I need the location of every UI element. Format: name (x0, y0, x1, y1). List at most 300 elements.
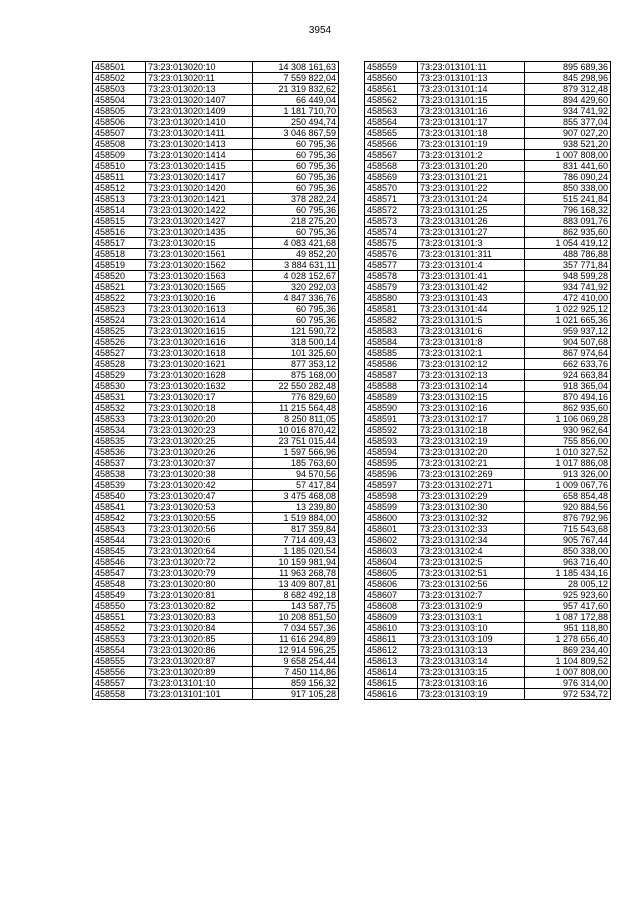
cadastral-value: 951 118,80 (525, 623, 611, 634)
row-number: 458592 (365, 425, 418, 436)
row-number: 458529 (93, 370, 146, 381)
cadastral-value: 869 234,40 (525, 645, 611, 656)
table-row (93, 194, 339, 205)
row-number: 458532 (93, 403, 146, 414)
cadastral-value: 845 298,96 (525, 73, 611, 84)
cadastral-value: 22 550 282,48 (253, 381, 339, 392)
row-number: 458557 (93, 678, 146, 689)
cadastral-value: 1 021 665,36 (525, 315, 611, 326)
cadastral-number: 73:23:013020:1618 (146, 348, 253, 359)
cadastral-value: 320 292,03 (253, 282, 339, 293)
cadastral-value: 57 417,84 (253, 480, 339, 491)
table-row (93, 348, 339, 359)
cadastral-number: 73:23:013020:1615 (146, 326, 253, 337)
cadastral-number: 73:23:013101:16 (418, 106, 525, 117)
cadastral-number: 73:23:013020:87 (146, 656, 253, 667)
cadastral-value: 917 105,28 (253, 689, 339, 700)
cadastral-value: 972 534,72 (525, 689, 611, 700)
cadastral-value: 934 741,92 (525, 106, 611, 117)
cadastral-number: 73:23:013102:18 (418, 425, 525, 436)
cadastral-number: 73:23:013102:34 (418, 535, 525, 546)
table-row (93, 117, 339, 128)
table-row (365, 535, 611, 546)
cadastral-number: 73:23:013020:89 (146, 667, 253, 678)
row-number: 458567 (365, 150, 418, 161)
cadastral-number: 73:23:013102:9 (418, 601, 525, 612)
cadastral-value: 817 359,84 (253, 524, 339, 535)
row-number: 458584 (365, 337, 418, 348)
row-number: 458605 (365, 568, 418, 579)
row-number: 458565 (365, 128, 418, 139)
row-number: 458612 (365, 645, 418, 656)
cadastral-number: 73:23:013020:20 (146, 414, 253, 425)
table-row (365, 469, 611, 480)
cadastral-value: 1 104 809,52 (525, 656, 611, 667)
cadastral-number: 73:23:013101:18 (418, 128, 525, 139)
cadastral-value: 862 935,60 (525, 227, 611, 238)
row-number: 458505 (93, 106, 146, 117)
table-row (93, 304, 339, 315)
row-number: 458615 (365, 678, 418, 689)
cadastral-value: 786 090,24 (525, 172, 611, 183)
row-number: 458519 (93, 260, 146, 271)
cadastral-value: 60 795,36 (253, 315, 339, 326)
cadastral-number: 73:23:013102:7 (418, 590, 525, 601)
row-number: 458525 (93, 326, 146, 337)
table-row (93, 634, 339, 645)
cadastral-value: 938 521,20 (525, 139, 611, 150)
table-row (365, 249, 611, 260)
table-row (93, 238, 339, 249)
table-row (365, 117, 611, 128)
row-number: 458560 (365, 73, 418, 84)
row-number: 458522 (93, 293, 146, 304)
table-row (365, 238, 611, 249)
cadastral-number: 73:23:013101:26 (418, 216, 525, 227)
cadastral-value: 60 795,36 (253, 172, 339, 183)
row-number: 458536 (93, 447, 146, 458)
cadastral-number: 73:23:013101:20 (418, 161, 525, 172)
table-row (93, 392, 339, 403)
cadastral-number: 73:23:013103:109 (418, 634, 525, 645)
row-number: 458538 (93, 469, 146, 480)
table-row (93, 315, 339, 326)
table-row (93, 689, 339, 700)
cadastral-number: 73:23:013101:14 (418, 84, 525, 95)
cadastral-number: 73:23:013103:19 (418, 689, 525, 700)
table-row (365, 645, 611, 656)
row-number: 458613 (365, 656, 418, 667)
cadastral-value: 1 007 808,00 (525, 667, 611, 678)
table-row (365, 524, 611, 535)
cadastral-value: 796 168,32 (525, 205, 611, 216)
cadastral-value: 472 410,00 (525, 293, 611, 304)
cadastral-number: 73:23:013101:25 (418, 205, 525, 216)
cadastral-value: 60 795,36 (253, 227, 339, 238)
table-row (93, 623, 339, 634)
cadastral-value: 60 795,36 (253, 161, 339, 172)
cadastral-value: 10 159 981,94 (253, 557, 339, 568)
table-row (365, 667, 611, 678)
cadastral-number: 73:23:013102:19 (418, 436, 525, 447)
row-number: 458501 (93, 62, 146, 73)
row-number: 458579 (365, 282, 418, 293)
cadastral-value: 924 663,84 (525, 370, 611, 381)
row-number: 458542 (93, 513, 146, 524)
cadastral-value: 10 208 851,50 (253, 612, 339, 623)
table-row (93, 337, 339, 348)
cadastral-number: 73:23:013020:79 (146, 568, 253, 579)
row-number: 458598 (365, 491, 418, 502)
row-number: 458599 (365, 502, 418, 513)
cadastral-number: 73:23:013101:19 (418, 139, 525, 150)
cadastral-value: 1 010 327,52 (525, 447, 611, 458)
row-number: 458513 (93, 194, 146, 205)
cadastral-value: 1 022 925,12 (525, 304, 611, 315)
cadastral-number: 73:23:013102:30 (418, 502, 525, 513)
table-row (365, 436, 611, 447)
row-number: 458503 (93, 84, 146, 95)
cadastral-value: 859 156,32 (253, 678, 339, 689)
table-row (93, 579, 339, 590)
table-row (365, 392, 611, 403)
table-row (93, 73, 339, 84)
cadastral-number: 73:23:013020:42 (146, 480, 253, 491)
cadastral-value: 7 450 114,86 (253, 667, 339, 678)
cadastral-number: 73:23:013103:13 (418, 645, 525, 656)
table-row (365, 447, 611, 458)
row-number: 458508 (93, 139, 146, 150)
row-number: 458574 (365, 227, 418, 238)
cadastral-value: 60 795,36 (253, 304, 339, 315)
table-row (93, 491, 339, 502)
table-row (93, 447, 339, 458)
cadastral-value: 13 239,80 (253, 502, 339, 513)
table-row (365, 260, 611, 271)
cadastral-number: 73:23:013020:1410 (146, 117, 253, 128)
cadastral-value: 13 409 807,81 (253, 579, 339, 590)
cadastral-number: 73:23:013103:16 (418, 678, 525, 689)
cadastral-number: 73:23:013020:80 (146, 579, 253, 590)
cadastral-number: 73:23:013020:64 (146, 546, 253, 557)
cadastral-number: 73:23:013101:311 (418, 249, 525, 260)
row-number: 458535 (93, 436, 146, 447)
row-number: 458575 (365, 238, 418, 249)
row-number: 458561 (365, 84, 418, 95)
cadastral-number: 73:23:013020:1414 (146, 150, 253, 161)
table-row (93, 62, 339, 73)
table-row (93, 227, 339, 238)
table-row (93, 293, 339, 304)
row-number: 458585 (365, 348, 418, 359)
row-number: 458582 (365, 315, 418, 326)
table-row (365, 150, 611, 161)
row-number: 458515 (93, 216, 146, 227)
row-number: 458517 (93, 238, 146, 249)
table-row (365, 590, 611, 601)
cadastral-number: 73:23:013020:1563 (146, 271, 253, 282)
cadastral-value: 60 795,36 (253, 139, 339, 150)
row-number: 458533 (93, 414, 146, 425)
table-row (93, 436, 339, 447)
table-row (365, 557, 611, 568)
cadastral-value: 662 633,76 (525, 359, 611, 370)
cadastral-value: 934 741,92 (525, 282, 611, 293)
table-row (93, 590, 339, 601)
row-number: 458596 (365, 469, 418, 480)
table-row (93, 557, 339, 568)
row-number: 458511 (93, 172, 146, 183)
row-number: 458581 (365, 304, 418, 315)
cadastral-value: 357 771,84 (525, 260, 611, 271)
cadastral-value: 755 856,00 (525, 436, 611, 447)
cadastral-number: 73:23:013101:3 (418, 238, 525, 249)
table-row (365, 205, 611, 216)
cadastral-number: 73:23:013020:16 (146, 293, 253, 304)
row-number: 458573 (365, 216, 418, 227)
row-number: 458539 (93, 480, 146, 491)
table-row (365, 458, 611, 469)
table-row (365, 513, 611, 524)
table-row (93, 381, 339, 392)
cadastral-value: 49 852,20 (253, 249, 339, 260)
table-row (93, 667, 339, 678)
cadastral-number: 73:23:013020:55 (146, 513, 253, 524)
cadastral-number: 73:23:013020:1415 (146, 161, 253, 172)
cadastral-number: 73:23:013101:22 (418, 183, 525, 194)
table-row (93, 513, 339, 524)
cadastral-value: 715 543,68 (525, 524, 611, 535)
table-row (93, 502, 339, 513)
cadastral-number: 73:23:013020:1422 (146, 205, 253, 216)
table-row (93, 172, 339, 183)
row-number: 458571 (365, 194, 418, 205)
cadastral-value: 121 590,72 (253, 326, 339, 337)
table-row (93, 359, 339, 370)
cadastral-value: 488 786,88 (525, 249, 611, 260)
cadastral-number: 73:23:013020:18 (146, 403, 253, 414)
table-row (365, 601, 611, 612)
table-row (365, 183, 611, 194)
row-number: 458537 (93, 458, 146, 469)
row-number: 458569 (365, 172, 418, 183)
row-number: 458544 (93, 535, 146, 546)
row-number: 458589 (365, 392, 418, 403)
cadastral-value: 879 312,48 (525, 84, 611, 95)
table-row (365, 381, 611, 392)
cadastral-value: 218 275,20 (253, 216, 339, 227)
cadastral-value: 515 241,84 (525, 194, 611, 205)
cadastral-number: 73:23:013020:13 (146, 84, 253, 95)
cadastral-value: 11 215 564,48 (253, 403, 339, 414)
row-number: 458614 (365, 667, 418, 678)
cadastral-value: 1 007 808,00 (525, 150, 611, 161)
row-number: 458509 (93, 150, 146, 161)
cadastral-number: 73:23:013020:1435 (146, 227, 253, 238)
row-number: 458607 (365, 590, 418, 601)
table-row (93, 260, 339, 271)
cadastral-value: 877 353,12 (253, 359, 339, 370)
cadastral-number: 73:23:013102:15 (418, 392, 525, 403)
cadastral-number: 73:23:013101:41 (418, 271, 525, 282)
row-number: 458588 (365, 381, 418, 392)
cadastral-value: 895 689,36 (525, 62, 611, 73)
table-row (93, 678, 339, 689)
cadastral-value: 14 308 161,63 (253, 62, 339, 73)
cadastral-value: 318 500,14 (253, 337, 339, 348)
row-number: 458521 (93, 282, 146, 293)
cadastral-value: 8 682 492,18 (253, 590, 339, 601)
cadastral-number: 73:23:013020:56 (146, 524, 253, 535)
table-row (365, 480, 611, 491)
cadastral-value: 876 792,96 (525, 513, 611, 524)
table-row (365, 370, 611, 381)
cadastral-value: 101 325,60 (253, 348, 339, 359)
cadastral-number: 73:23:013020:47 (146, 491, 253, 502)
cadastral-value: 862 935,60 (525, 403, 611, 414)
row-number: 458516 (93, 227, 146, 238)
cadastral-value: 920 884,56 (525, 502, 611, 513)
row-number: 458531 (93, 392, 146, 403)
cadastral-number: 73:23:013102:21 (418, 458, 525, 469)
row-number: 458608 (365, 601, 418, 612)
row-number: 458550 (93, 601, 146, 612)
table-row (93, 612, 339, 623)
table-row (365, 139, 611, 150)
row-number: 458526 (93, 337, 146, 348)
row-number: 458595 (365, 458, 418, 469)
cadastral-number: 73:23:013020:1427 (146, 216, 253, 227)
cadastral-value: 378 282,24 (253, 194, 339, 205)
cadastral-number: 73:23:013101:2 (418, 150, 525, 161)
cadastral-value: 11 616 294,89 (253, 634, 339, 645)
cadastral-value: 925 923,60 (525, 590, 611, 601)
cadastral-value: 1 519 884,00 (253, 513, 339, 524)
cadastral-value: 1 009 067,76 (525, 480, 611, 491)
cadastral-number: 73:23:013102:4 (418, 546, 525, 557)
cadastral-number: 73:23:013020:1565 (146, 282, 253, 293)
cadastral-number: 73:23:013102:51 (418, 568, 525, 579)
table-row (365, 73, 611, 84)
table-row (365, 502, 611, 513)
row-number: 458551 (93, 612, 146, 623)
table-row (93, 150, 339, 161)
row-number: 458587 (365, 370, 418, 381)
table-row (93, 535, 339, 546)
cadastral-value: 776 829,60 (253, 392, 339, 403)
cadastral-value: 959 937,12 (525, 326, 611, 337)
cadastral-value: 907 027,20 (525, 128, 611, 139)
cadastral-number: 73:23:013020:1421 (146, 194, 253, 205)
cadastral-number: 73:23:013020:17 (146, 392, 253, 403)
cadastral-value: 930 962,64 (525, 425, 611, 436)
row-number: 458553 (93, 634, 146, 645)
row-number: 458606 (365, 579, 418, 590)
cadastral-number: 73:23:013102:1 (418, 348, 525, 359)
row-number: 458594 (365, 447, 418, 458)
table-row (365, 337, 611, 348)
table-row (365, 634, 611, 645)
cadastral-number: 73:23:013020:83 (146, 612, 253, 623)
cadastral-value: 7 034 557,36 (253, 623, 339, 634)
cadastral-number: 73:23:013020:25 (146, 436, 253, 447)
cadastral-number: 73:23:013102:5 (418, 557, 525, 568)
row-number: 458548 (93, 579, 146, 590)
table-row (365, 326, 611, 337)
cadastral-value: 10 016 870,42 (253, 425, 339, 436)
table-row (93, 95, 339, 106)
cadastral-number: 73:23:013020:1616 (146, 337, 253, 348)
table-row (93, 128, 339, 139)
cadastral-number: 73:23:013101:15 (418, 95, 525, 106)
cadastral-value: 23 751 015,44 (253, 436, 339, 447)
cadastral-number: 73:23:013020:86 (146, 645, 253, 656)
cadastral-number: 73:23:013101:6 (418, 326, 525, 337)
row-number: 458559 (365, 62, 418, 73)
cadastral-value: 905 767,44 (525, 535, 611, 546)
table-row (365, 348, 611, 359)
cadastral-value: 7 559 822,04 (253, 73, 339, 84)
cadastral-value: 66 449,04 (253, 95, 339, 106)
row-number: 458547 (93, 568, 146, 579)
cadastral-value: 94 570,56 (253, 469, 339, 480)
table-row (365, 612, 611, 623)
cadastral-number: 73:23:013102:14 (418, 381, 525, 392)
cadastral-value: 7 714 409,43 (253, 535, 339, 546)
table-row (365, 128, 611, 139)
cadastral-number: 73:23:013101:27 (418, 227, 525, 238)
table-row (93, 568, 339, 579)
cadastral-value: 850 338,00 (525, 183, 611, 194)
cadastral-value: 831 441,60 (525, 161, 611, 172)
row-number: 458562 (365, 95, 418, 106)
cadastral-value: 60 795,36 (253, 183, 339, 194)
cadastral-number: 73:23:013020:82 (146, 601, 253, 612)
row-number: 458580 (365, 293, 418, 304)
page-number: 3954 (308, 25, 332, 36)
table-row (365, 359, 611, 370)
row-number: 458555 (93, 656, 146, 667)
cadastral-number: 73:23:013103:15 (418, 667, 525, 678)
cadastral-number: 73:23:013101:44 (418, 304, 525, 315)
cadastral-number: 73:23:013020:1561 (146, 249, 253, 260)
table-row (365, 579, 611, 590)
table-row (93, 546, 339, 557)
cadastral-value: 913 326,00 (525, 469, 611, 480)
cadastral-value: 143 587,75 (253, 601, 339, 612)
cadastral-value: 4 028 152,67 (253, 271, 339, 282)
row-number: 458543 (93, 524, 146, 535)
table-row (93, 139, 339, 150)
cadastral-value: 855 377,04 (525, 117, 611, 128)
table-row (93, 282, 339, 293)
row-number: 458504 (93, 95, 146, 106)
cadastral-number: 73:23:013102:17 (418, 414, 525, 425)
row-number: 458570 (365, 183, 418, 194)
table-row (365, 62, 611, 73)
cadastral-value: 28 005,12 (525, 579, 611, 590)
cadastral-value: 60 795,36 (253, 205, 339, 216)
row-number: 458507 (93, 128, 146, 139)
row-number: 458590 (365, 403, 418, 414)
row-number: 458572 (365, 205, 418, 216)
table-row (93, 656, 339, 667)
cadastral-number: 73:23:013020:1562 (146, 260, 253, 271)
cadastral-value: 11 963 268,78 (253, 568, 339, 579)
row-number: 458568 (365, 161, 418, 172)
cadastral-value: 1 597 566,96 (253, 447, 339, 458)
table-row (365, 403, 611, 414)
